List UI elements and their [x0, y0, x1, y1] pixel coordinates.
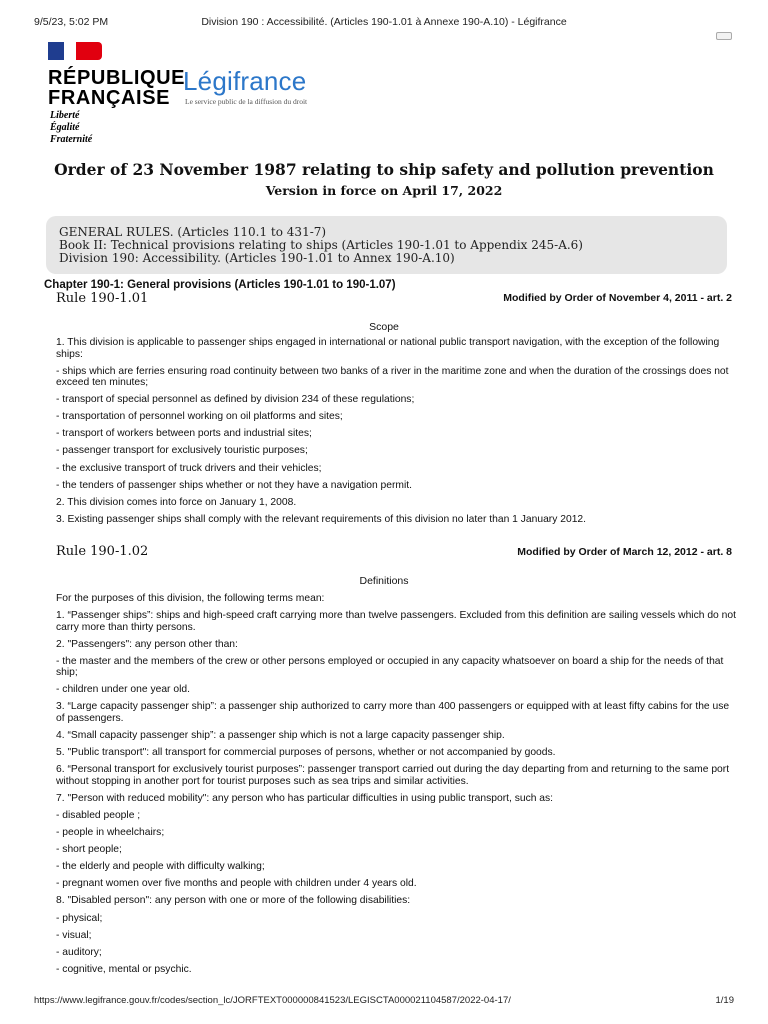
page-title: Order of 23 November 1987 relating to ship safety and pollution prevention [54, 160, 714, 179]
breadcrumb-link-book-ii[interactable]: Book II: Technical provisions relating to ships (Articles 190-1.01 to Appendix 245-A.6) [59, 238, 583, 252]
chapter-heading[interactable]: Chapter 190-1: General provisions (Articles 190-1.01 to 190-1.07) [44, 279, 396, 291]
paragraph: - the master and the members of the crew or other persons employed or occupied in any capacity whatsoever on board a ship for the needs of that ship; [56, 655, 724, 679]
breadcrumb-link-division-190[interactable]: Division 190: Accessibility. (Articles 190-1.01 to Annex 190-A.10) [59, 251, 455, 265]
section-heading: Definitions [359, 575, 409, 587]
motto: Liberté Égalité Fraternité [50, 110, 93, 145]
paragraph: 2. "Passengers": any person other than: [56, 638, 238, 650]
paragraph: - the elderly and people with difficulty walking; [56, 861, 265, 873]
paragraph: 3. “Large capacity passenger ship”: a passenger ship authorized to carry more than 400 passengers or equipped with at least fifty cabins for the use of passengers. [56, 701, 730, 724]
version-label: Version in force on April 17, 2022 [265, 183, 503, 198]
print-datetime: 9/5/23, 5:02 PM [34, 16, 109, 28]
paragraph: 1. This division is applicable to passenger ships engaged in international or national public transport navigation, with the exception of the following ships: [56, 337, 720, 360]
paragraph: 7. "Person with reduced mobility": any person who has particular difficulties in using public transport, such as: [56, 792, 554, 804]
paragraph: - short people; [56, 844, 122, 856]
paragraph: - people in wheelchairs; [56, 827, 165, 839]
paragraph: - transport of special personnel as defined by division 234 of these regulations; [56, 394, 415, 406]
paragraph: - ships which are ferries ensuring road continuity between two banks of a river in the maritime zone and when the duration of the crossings does not exceed ten minutes; [56, 365, 729, 389]
paragraph: - the exclusive transport of truck drivers and their vehicles; [56, 462, 322, 474]
paragraph: 2. This division comes into force on January 1, 2008. [56, 496, 297, 508]
rule-body [56, 593, 736, 981]
legifrance-brand: Légifrance [183, 66, 307, 96]
paragraph: - transportation of personnel working on oil platforms and sites; [56, 411, 343, 423]
scrollbar-thumb[interactable] [716, 32, 732, 40]
paragraph: - children under one year old. [56, 684, 190, 696]
print-page-title: Division 190 : Accessibilité. (Articles 190-1.01 à Annexe 190-A.10) - Légifrance [201, 16, 567, 28]
paragraph: - auditory; [56, 946, 102, 958]
rule-modified-link[interactable]: Modified by Order of March 12, 2012 - art. 8 [517, 546, 732, 558]
paragraph: 4. “Small capacity passenger ship”: a passenger ship which is not a large capacity passenger ship. [56, 730, 505, 742]
print-url: https://www.legifrance.gouv.fr/codes/section_lc/JORFTEXT000000841523/LEGISCTA000021104587/2022-04-17/ [34, 995, 511, 1006]
site-logo[interactable] [48, 42, 348, 152]
section-heading: Scope [369, 321, 399, 333]
brand-tagline: Le service public de la diffusion du droit [185, 97, 308, 106]
paragraph: For the purposes of this division, the following terms mean: [56, 593, 325, 604]
paragraph: 3. Existing passenger ships shall comply with the relevant requirements of this division no later than 1 January 2012. [56, 513, 587, 525]
breadcrumb-link-general-rules[interactable]: GENERAL RULES. (Articles 110.1 to 431-7) [59, 225, 327, 239]
marianne-flag-icon [48, 42, 102, 60]
rule-title[interactable]: Rule 190-1.01 [56, 291, 149, 306]
paragraph: 8. "Disabled person": any person with one or more of the following disabilities: [56, 895, 411, 907]
rule-title[interactable]: Rule 190-1.02 [56, 544, 149, 559]
page-number: 1/19 [715, 995, 734, 1006]
paragraph: - physical; [56, 912, 103, 924]
paragraph: - the tenders of passenger ships whether or not they have a navigation permit. [56, 479, 413, 491]
paragraph: 6. “Personal transport for exclusively tourist purposes”: passenger transport carried out during the day departing from and returning to the same port without stopping in another port for tourist purposes such as sea trips and similar activities. [56, 764, 730, 787]
paragraph: - passenger transport for exclusively touristic purposes; [56, 445, 308, 457]
rule-body [56, 337, 736, 531]
breadcrumb [46, 216, 727, 274]
paragraph: - cognitive, mental or psychic. [56, 963, 192, 975]
paragraph: - visual; [56, 929, 92, 941]
paragraph: - transport of workers between ports and industrial sites; [56, 428, 312, 440]
rule-modified-link[interactable]: Modified by Order of November 4, 2011 - art. 2 [503, 292, 732, 304]
republique-francaise-wordmark: RÉPUBLIQUE FRANÇAISE [48, 67, 186, 109]
paragraph: 5. "Public transport": all transport for commercial purposes of persons, whether or not accompanied by goods. [56, 747, 556, 759]
paragraph: - pregnant women over five months and people with children under 4 years old. [56, 878, 417, 890]
paragraph: 1. “Passenger ships”: ships and high-speed craft carrying more than twelve passengers. Excluded from this definition are sailing vessels which do not carry more than thirty persons. [56, 610, 736, 633]
paragraph: - disabled people ; [56, 809, 141, 821]
